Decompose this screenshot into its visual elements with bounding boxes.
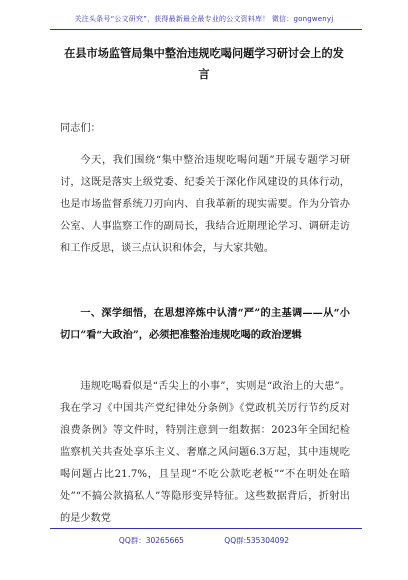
document-title: 在县市场监管局集中整治违规吃喝问题学习研讨会上的发言 xyxy=(64,46,344,81)
footer-banner xyxy=(0,535,408,546)
footer-qq-group-2: QQ群:535304092 xyxy=(224,536,290,545)
header-divider xyxy=(50,29,362,30)
footer-qq-group-1: QQ群：30265665 xyxy=(118,536,184,545)
section-1-heading: 一、深学细悟，在思想淬炼中认清“严”的主基调——从“小切口”看“大政治”，必须把准整治违规吃喝的政治逻辑 xyxy=(60,307,350,341)
intro-paragraph: 今天，我们围绕“集中整治违规吃喝问题”开展专题学习研讨，这既是落实上级党委、纪委关于深化作风建设的具体行动，也是市场监督系统刀刃向内、自我革新的现实需要。作为分管办公室、人事监察工作的副局长，我结合近期理论学习、调研走访和工作反思，谈三点认识和体会，与大家共勉。 xyxy=(60,155,350,254)
header-banner: 关注头条号“公文研究”，获得最新最全最专业的公文资料库！ 微信：gongwenyj xyxy=(74,15,334,23)
section-1-paragraph: 违规吃喝看似是“舌尖上的小事”，实则是“政治上的大患”。我在学习《中国共产党纪律处分条例》《党政机关厉行节约反对浪费条例》等文件时，特别注意到一组数据：2023年全国纪检监察机关共查处享乐主义、奢靡之风问题6.3万起，其中违规吃喝问题占比21.7%，且呈现“不吃公款吃老板”“不在明处在暗处”“不搞公款搞私人”等隐形变异特征。这些数据背后，折射出的是少数党 xyxy=(60,381,350,524)
salutation: 同志们： xyxy=(60,123,101,134)
footer-divider xyxy=(50,528,362,529)
